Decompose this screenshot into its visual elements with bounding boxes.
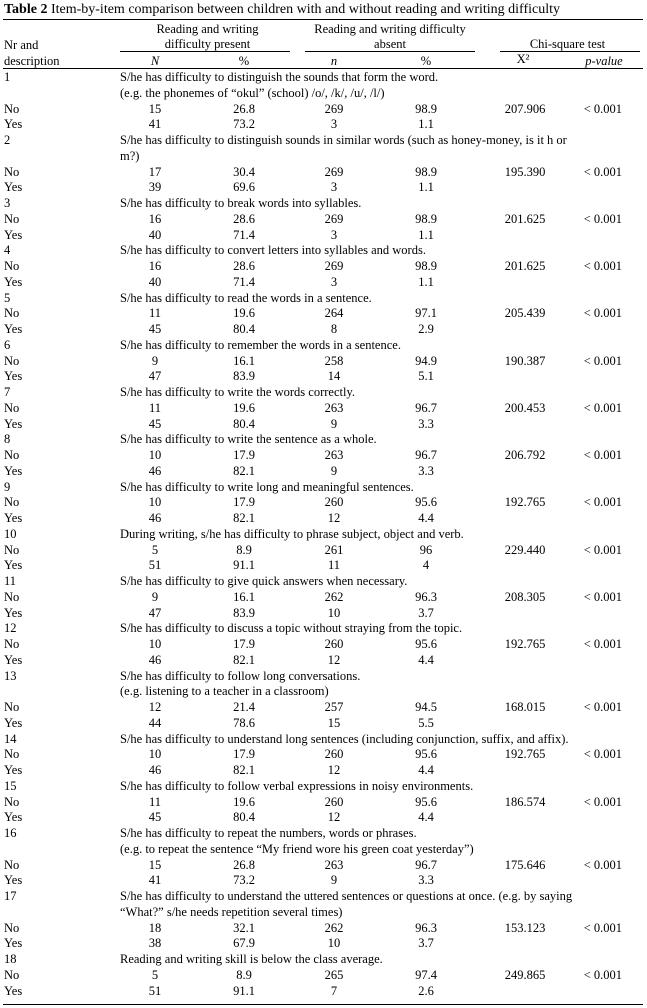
item-description: S/he has difficulty to give quick answers when necessary. [120,574,408,588]
absent-n-yes: 12 [327,511,341,525]
present-pct-yes: 82.1 [233,511,255,525]
present-n-no: 15 [148,857,162,872]
chi-square-no: 192.765 [504,495,546,510]
p-value-no: < 0.001 [583,211,622,226]
present-n-no: 16 [148,259,162,273]
present-n-yes: 46 [148,652,162,667]
p-value-no: < 0.001 [583,259,622,273]
item-number: 6 [4,337,11,352]
item-description: (e.g. to repeat the sentence “My friend wore his green coat yesterday”) [120,841,474,856]
present-n-yes: 46 [148,463,162,478]
p-value-no: < 0.001 [583,747,622,762]
present-n-no: 12 [148,700,162,714]
present-n-no: 10 [148,637,162,651]
present-pct-no: 17.9 [233,495,255,510]
item-description: During writing, s/he has difficulty to phrase subject, object and verb. [120,526,464,541]
item-description: “What?” s/he needs repetition several times) [120,904,343,919]
present-pct-no: 26.8 [233,857,255,872]
item-number: 2 [4,133,11,147]
present-pct-yes: 71.4 [233,227,255,242]
absent-n-yes: 15 [327,715,341,730]
row-label-no: No [4,164,20,179]
row-label-no: No [4,259,20,273]
item-number: 7 [4,385,11,399]
chi-square-no: 192.765 [504,747,546,762]
item-description: S/he has difficulty to follow verbal expressions in noisy environments. [120,778,474,793]
row-label-yes: Yes [4,652,23,667]
item-description: S/he has difficulty to distinguish the sounds that form the word. [120,70,439,84]
absent-pct-no: 95.6 [415,794,437,809]
chi-square-no: 206.792 [504,448,546,462]
present-pct-no: 19.6 [233,306,255,321]
chi-square-no: 195.390 [504,164,546,179]
header-col1-line1: Nr and [4,38,39,52]
present-n-yes: 46 [148,763,162,777]
chi-square-no: 168.015 [504,700,546,714]
absent-n-yes: 10 [327,936,341,951]
absent-n-no: 263 [324,400,344,415]
present-pct-no: 8.9 [236,967,252,982]
p-value-no: < 0.001 [583,967,622,982]
present-n-yes: 51 [148,558,162,573]
present-pct-yes: 80.4 [233,810,255,825]
row-label-yes: Yes [4,558,23,573]
present-pct-yes: 73.2 [233,117,255,132]
item-number: 5 [4,290,11,305]
absent-pct-no: 95.6 [415,495,437,510]
chi-square-no: 208.305 [504,589,546,604]
item-description: S/he has difficulty to understand long sentences (including conjunction, suffix, and affix). [120,731,569,746]
present-pct-yes: 82.1 [233,463,255,478]
item-number: 10 [4,526,17,541]
present-n-no: 18 [148,920,162,935]
p-value-no: < 0.001 [583,101,622,116]
present-pct-yes: 67.9 [233,936,255,951]
row-label-no: No [4,448,20,462]
row-label-yes: Yes [4,180,23,195]
item-description: S/he has difficulty to write the sentence as a whole. [120,432,377,447]
absent-n-yes: 8 [330,322,338,336]
present-underline [120,51,290,52]
absent-n-no: 269 [324,101,344,116]
present-n-yes: 41 [148,873,162,888]
absent-pct-yes: 2.9 [418,322,434,336]
row-label-no: No [4,495,20,510]
item-description: Reading and writing skill is below the class average. [120,952,383,966]
present-n-yes: 45 [148,322,162,336]
present-n-yes: 47 [148,605,162,620]
row-label-no: No [4,211,20,226]
present-n-yes: 38 [148,936,162,951]
absent-pct-yes: 5.1 [418,369,434,384]
row-label-yes: Yes [4,463,23,478]
p-value-no: < 0.001 [583,164,622,179]
present-n-no: 11 [148,400,162,415]
absent-pct-no: 97.4 [415,967,437,982]
row-label-no: No [4,542,20,557]
chi-square-no: 201.625 [504,211,546,226]
present-n-no: 10 [148,495,162,510]
p-value-no: < 0.001 [583,542,622,557]
row-label-yes: Yes [4,936,23,951]
row-label-yes: Yes [4,322,23,336]
absent-n-yes: 12 [327,763,341,777]
absent-n-yes: 7 [330,983,338,998]
absent-pct-yes: 5.5 [418,715,434,730]
item-number: 4 [4,243,11,258]
header-col1-line2: description [4,54,60,68]
chi-square-no: 207.906 [504,101,546,116]
item-description: S/he has difficulty to write the words correctly. [120,385,356,399]
absent-pct-yes: 4.4 [418,810,434,825]
present-n-no: 16 [148,211,162,226]
present-pct-no: 19.6 [233,794,255,809]
present-n-no: 9 [151,353,159,368]
present-n-yes: 41 [148,117,162,132]
present-n-no: 5 [151,967,159,982]
p-value-no: < 0.001 [583,400,622,415]
chi-square-no: 175.646 [504,857,546,872]
item-description: S/he has difficulty to convert letters into syllables and words. [120,243,426,258]
present-n-no: 11 [148,794,162,809]
absent-pct-yes: 3.7 [418,936,434,951]
item-description: S/he has difficulty to understand the uttered sentences or questions at once. (e.g. by saying [120,889,573,903]
present-pct-no: 19.6 [233,400,255,415]
present-pct-no: 17.9 [233,637,255,651]
absent-n-yes: 3 [330,180,338,195]
absent-n-no: 264 [324,306,344,321]
row-label-no: No [4,794,20,809]
row-label-yes: Yes [4,511,23,525]
present-pct-yes: 80.4 [233,322,255,336]
item-number: 3 [4,196,11,210]
table-caption [4,2,560,18]
present-pct-no: 32.1 [233,920,255,935]
chi-square-no: 205.439 [504,306,546,321]
chi-square-no: 192.765 [504,637,546,651]
absent-n-yes: 9 [330,416,338,431]
present-pct-yes: 83.9 [233,605,255,620]
absent-pct-no: 97.1 [415,306,437,321]
present-n-yes: 45 [148,810,162,825]
absent-pct-yes: 4 [422,558,430,573]
present-pct-no: 8.9 [236,542,252,557]
header-chi-title: Chi-square test [529,37,606,51]
item-description: (e.g. listening to a teacher in a classroom) [120,684,329,699]
absent-n-yes: 10 [327,605,341,620]
present-pct-yes: 83.9 [233,369,255,384]
item-description: S/he has difficulty to write long and meaningful sentences. [120,479,414,494]
item-description: m?) [120,148,140,163]
present-n-no: 9 [151,589,159,604]
present-pct-yes: 91.1 [233,558,255,573]
item-description: S/he has difficulty to follow long conversations. [120,668,361,683]
present-pct-yes: 80.4 [233,416,255,431]
present-pct-no: 17.9 [233,747,255,762]
header-present-line1: Reading and writing [156,22,259,36]
item-number: 14 [4,731,17,746]
absent-n-no: 265 [324,967,344,982]
row-label-yes: Yes [4,369,23,384]
absent-n-yes: 11 [327,558,341,573]
header-absent-line1: Reading and writing difficulty [314,22,466,36]
row-label-no: No [4,857,20,872]
row-label-yes: Yes [4,810,23,825]
row-label-no: No [4,700,20,714]
table-title: Item-by-item comparison between children with and without reading and writing difficulty [47,2,561,17]
row-label-yes: Yes [4,274,23,289]
item-description: (e.g. the phonemes of “okul” (school) /o/, /k/, /u/, /l/) [120,85,385,100]
row-label-no: No [4,967,20,982]
header-sub-pct1: % [238,54,250,68]
present-pct-no: 16.1 [233,589,255,604]
absent-pct-yes: 4.4 [418,511,434,525]
absent-pct-no: 96.7 [415,400,437,415]
item-number: 17 [4,889,17,903]
present-n-yes: 47 [148,369,162,384]
p-value-no: < 0.001 [583,700,622,714]
present-pct-no: 17.9 [233,448,255,462]
absent-pct-no: 96.7 [415,448,437,462]
absent-n-no: 262 [324,920,344,935]
absent-pct-no: 96.7 [415,857,437,872]
row-label-no: No [4,637,20,651]
header-sub-n: n [330,54,338,68]
top-rule [3,19,643,20]
item-number: 18 [4,952,17,966]
row-label-no: No [4,101,20,116]
item-description: S/he has difficulty to repeat the numbers, words or phrases. [120,826,417,840]
absent-n-no: 260 [324,794,344,809]
header-sub-p: p-value [585,54,623,68]
absent-n-yes: 9 [330,873,338,888]
bottom-rule [3,1004,643,1005]
absent-n-no: 257 [324,700,344,714]
present-pct-no: 21.4 [233,700,255,714]
absent-pct-no: 94.9 [415,353,437,368]
row-label-no: No [4,589,20,604]
present-n-yes: 46 [148,511,162,525]
present-pct-yes: 73.2 [233,873,255,888]
p-value-no: < 0.001 [583,353,622,368]
present-n-no: 15 [148,101,162,116]
absent-pct-no: 95.6 [415,637,437,651]
item-number: 12 [4,621,17,636]
header-sub-pct2: % [420,54,432,68]
absent-pct-yes: 1.1 [418,274,434,289]
present-pct-no: 30.4 [233,164,255,179]
absent-n-no: 263 [324,857,344,872]
absent-n-yes: 12 [327,810,341,825]
p-value-no: < 0.001 [583,589,622,604]
present-n-no: 10 [148,747,162,762]
absent-pct-yes: 3.3 [418,463,434,478]
present-pct-no: 16.1 [233,353,255,368]
header-sub-x2: X² [516,52,530,66]
item-number: 15 [4,778,17,793]
absent-pct-no: 96 [419,542,433,557]
absent-n-no: 269 [324,164,344,179]
present-n-yes: 44 [148,715,162,730]
absent-n-yes: 3 [330,117,338,132]
present-pct-yes: 78.6 [233,715,255,730]
absent-n-no: 262 [324,589,344,604]
header-present-line2: difficulty present [164,37,251,51]
present-n-yes: 51 [148,983,162,998]
p-value-no: < 0.001 [583,637,622,651]
absent-n-yes: 9 [330,463,338,478]
item-description: S/he has difficulty to remember the words in a sentence. [120,337,401,352]
absent-pct-yes: 2.6 [418,983,434,998]
absent-n-no: 260 [324,495,344,510]
absent-pct-no: 95.6 [415,747,437,762]
present-pct-yes: 91.1 [233,983,255,998]
absent-pct-yes: 1.1 [418,117,434,132]
item-number: 1 [4,70,11,84]
row-label-yes: Yes [4,117,23,132]
item-number: 11 [4,574,17,588]
header-rule [3,68,643,69]
absent-pct-yes: 1.1 [418,227,434,242]
chi-square-no: 153.123 [504,920,546,935]
row-label-yes: Yes [4,983,23,998]
absent-n-yes: 3 [330,227,338,242]
p-value-no: < 0.001 [583,495,622,510]
absent-n-no: 260 [324,637,344,651]
present-n-no: 10 [148,448,162,462]
present-n-no: 11 [148,306,162,321]
absent-n-yes: 3 [330,274,338,289]
item-number: 8 [4,432,11,447]
row-label-yes: Yes [4,227,23,242]
absent-pct-no: 96.3 [415,920,437,935]
row-label-no: No [4,920,20,935]
chi-square-no: 186.574 [504,794,546,809]
absent-n-no: 258 [324,353,344,368]
present-n-yes: 39 [148,180,162,195]
absent-pct-yes: 3.3 [418,873,434,888]
present-pct-yes: 71.4 [233,274,255,289]
row-label-no: No [4,306,20,321]
absent-pct-no: 94.5 [415,700,437,714]
present-n-yes: 45 [148,416,162,431]
absent-n-no: 269 [324,211,344,226]
absent-pct-no: 98.9 [415,259,437,273]
table-label: Table 2 [4,2,48,17]
present-pct-yes: 69.6 [233,180,255,195]
p-value-no: < 0.001 [583,920,622,935]
present-pct-no: 26.8 [233,101,255,116]
absent-n-no: 261 [324,542,344,557]
item-description: S/he has difficulty to read the words in a sentence. [120,290,372,305]
absent-pct-yes: 3.3 [418,416,434,431]
p-value-no: < 0.001 [583,448,622,462]
absent-n-yes: 12 [327,652,341,667]
header-sub-N: N [150,54,160,68]
absent-pct-no: 98.9 [415,211,437,226]
item-number: 16 [4,826,17,840]
row-label-no: No [4,353,20,368]
present-pct-yes: 82.1 [233,763,255,777]
header-absent-line2: absent [374,37,406,51]
item-description: S/he has difficulty to discuss a topic without straying from the topic. [120,621,463,636]
present-n-yes: 40 [148,274,162,289]
absent-n-no: 260 [324,747,344,762]
row-label-yes: Yes [4,416,23,431]
chi-square-no: 200.453 [504,400,546,415]
present-pct-no: 28.6 [233,259,255,273]
absent-pct-yes: 1.1 [418,180,434,195]
p-value-no: < 0.001 [583,794,622,809]
p-value-no: < 0.001 [583,306,622,321]
absent-n-yes: 14 [327,369,341,384]
chi-square-no: 190.387 [504,353,546,368]
p-value-no: < 0.001 [583,857,622,872]
row-label-yes: Yes [4,605,23,620]
row-label-no: No [4,747,20,762]
absent-n-no: 263 [324,448,344,462]
absent-pct-yes: 4.4 [418,763,434,777]
chi-square-no: 201.625 [504,259,546,273]
present-pct-no: 28.6 [233,211,255,226]
absent-pct-no: 96.3 [415,589,437,604]
absent-pct-no: 98.9 [415,101,437,116]
chi-square-no: 249.865 [504,967,546,982]
absent-pct-yes: 3.7 [418,605,434,620]
item-description: S/he has difficulty to break words into syllables. [120,196,362,210]
present-n-no: 17 [148,164,162,179]
item-description: S/he has difficulty to distinguish sounds in similar words (such as honey-money, is it h or [120,133,567,147]
absent-pct-yes: 4.4 [418,652,434,667]
item-number: 13 [4,668,17,683]
chi-square-no: 229.440 [504,542,546,557]
row-label-yes: Yes [4,873,23,888]
absent-n-no: 269 [324,259,344,273]
row-label-yes: Yes [4,763,23,777]
row-label-no: No [4,400,20,415]
row-label-yes: Yes [4,715,23,730]
present-pct-yes: 82.1 [233,652,255,667]
present-n-no: 5 [151,542,159,557]
absent-pct-no: 98.9 [415,164,437,179]
absent-underline [305,51,475,52]
present-n-yes: 40 [148,227,162,242]
item-number: 9 [4,479,11,494]
